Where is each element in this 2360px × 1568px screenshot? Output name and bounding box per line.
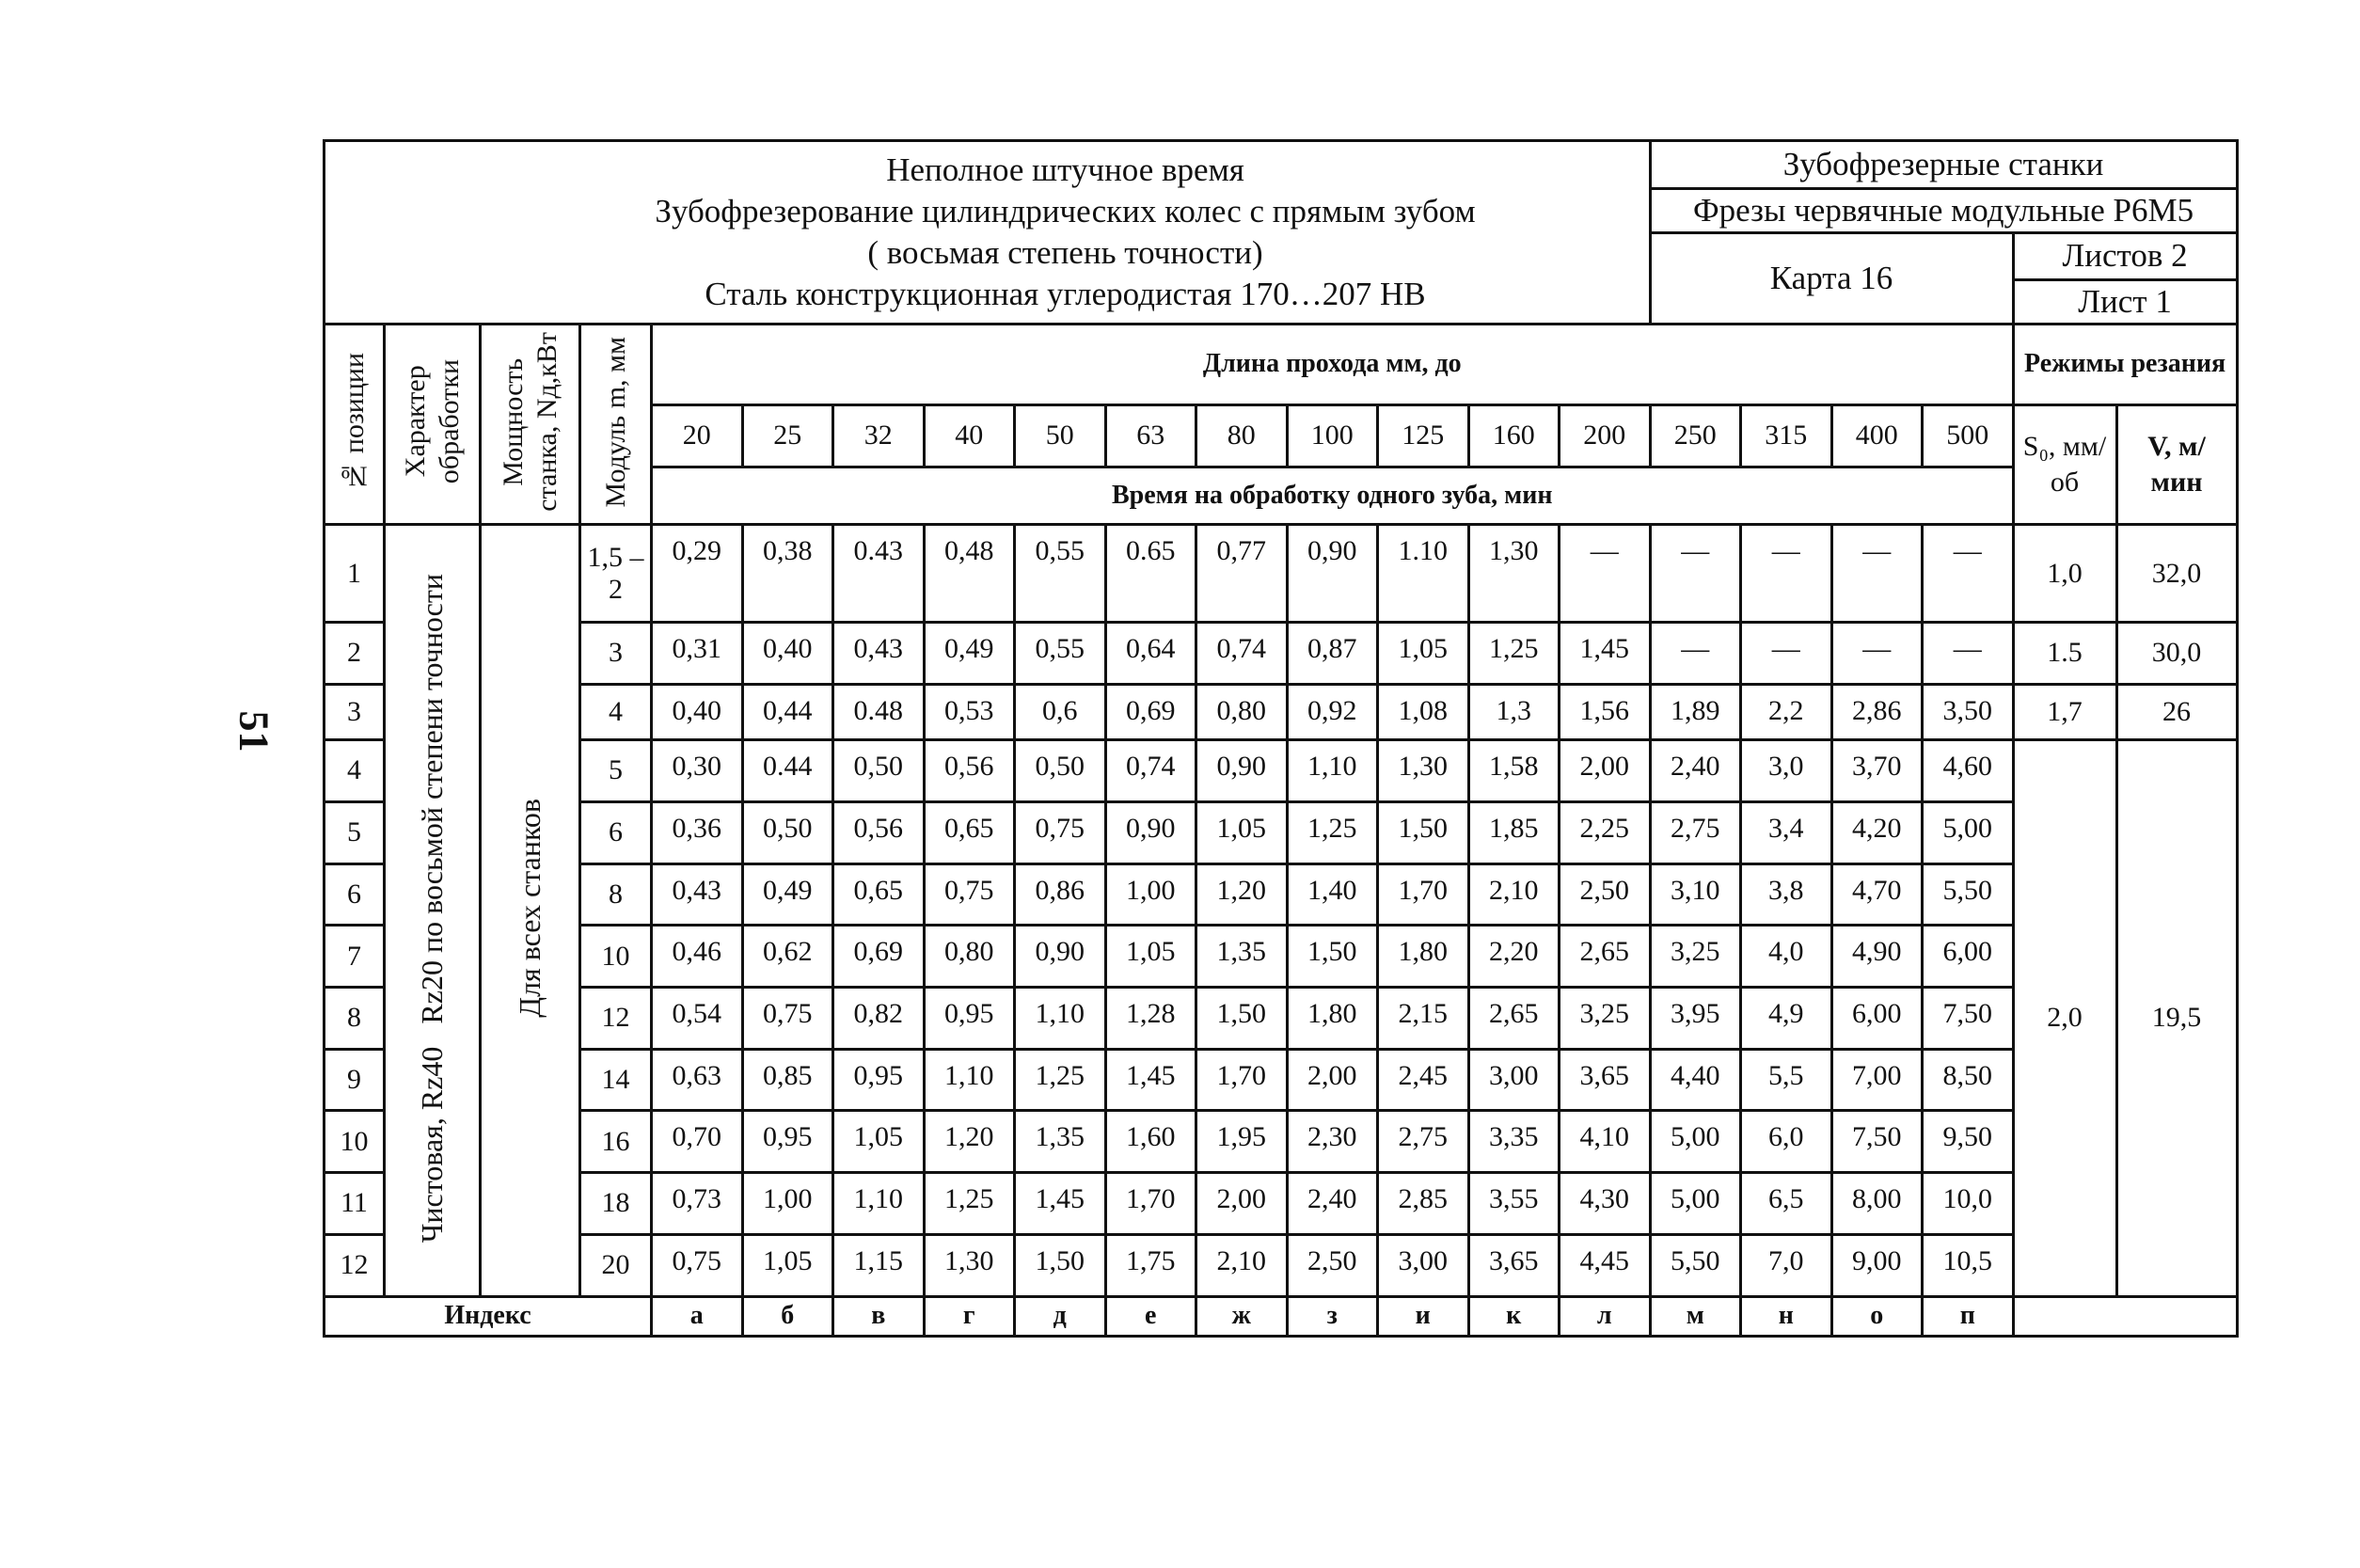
time-value: —	[1923, 525, 2014, 623]
time-value: 2,85	[1378, 1173, 1469, 1235]
time-value: 7,00	[1831, 1049, 1923, 1111]
card-number: Карта 16	[1650, 232, 2013, 325]
time-value: 2,50	[1287, 1234, 1378, 1296]
time-value: 1,10	[833, 1173, 925, 1235]
time-value: 0.48	[833, 684, 925, 739]
processing-character: Чистовая, Rz40 Rz20 по восьмой степени точности	[385, 525, 481, 1296]
table-row	[325, 1173, 2238, 1235]
index-blank	[2013, 1296, 2237, 1336]
time-value: 4,0	[1741, 926, 1832, 988]
index-row	[325, 1296, 2238, 1336]
time-value: —	[1650, 525, 1741, 623]
time-value: 3,65	[1468, 1234, 1560, 1296]
time-value: 2,45	[1378, 1049, 1469, 1111]
module-value: 20	[580, 1234, 652, 1296]
time-value: 1,15	[833, 1234, 925, 1296]
time-value: 0,38	[742, 525, 833, 623]
time-value: 0,62	[742, 926, 833, 988]
norm-table	[323, 139, 2239, 1338]
table-row	[325, 987, 2238, 1049]
time-value: 1,40	[1287, 863, 1378, 926]
col-character: Характер обработки	[385, 325, 481, 525]
time-value: 2,2	[1741, 684, 1832, 739]
position-number: 1	[325, 525, 385, 623]
time-value: 1,35	[1015, 1111, 1106, 1173]
table-row	[325, 801, 2238, 863]
time-value: 8,50	[1923, 1049, 2014, 1111]
time-value: 0,77	[1196, 525, 1288, 623]
index-letter: ж	[1196, 1296, 1288, 1336]
speed-v: 26	[2116, 684, 2237, 739]
time-value: 3,70	[1831, 740, 1923, 802]
length-header: 25	[742, 404, 833, 467]
time-value: 1,00	[1105, 863, 1196, 926]
index-letter: л	[1560, 1296, 1651, 1336]
feed-s0: 1,0	[2013, 525, 2116, 623]
module-value: 16	[580, 1111, 652, 1173]
time-value: 0,55	[1015, 622, 1106, 684]
time-value: 0,74	[1196, 622, 1288, 684]
time-value: 3,95	[1650, 987, 1741, 1049]
time-value: 1,35	[1196, 926, 1288, 988]
time-value: 0,50	[833, 740, 925, 802]
time-value: 1,50	[1378, 801, 1469, 863]
module-value: 12	[580, 987, 652, 1049]
time-value: 1,45	[1560, 622, 1651, 684]
time-value: 1,05	[1105, 926, 1196, 988]
time-value: 0,44	[742, 684, 833, 739]
length-header: 32	[833, 404, 925, 467]
module-value: 1,5 – 2	[580, 525, 652, 623]
position-number: 2	[325, 622, 385, 684]
time-value: 0,64	[1105, 622, 1196, 684]
time-value: 4,30	[1560, 1173, 1651, 1235]
position-number: 7	[325, 926, 385, 988]
time-value: 1,50	[1015, 1234, 1106, 1296]
time-value: 0,56	[833, 801, 925, 863]
time-value: 2,75	[1650, 801, 1741, 863]
time-value: 3,10	[1650, 863, 1741, 926]
time-value: 0.44	[742, 740, 833, 802]
time-value: 0,54	[652, 987, 743, 1049]
time-value: 2,15	[1378, 987, 1469, 1049]
time-value: 0.43	[833, 525, 925, 623]
time-value: —	[1831, 525, 1923, 623]
time-value: 3,50	[1923, 684, 2014, 739]
time-value: 1,08	[1378, 684, 1469, 739]
index-letter: н	[1741, 1296, 1832, 1336]
module-value: 8	[580, 863, 652, 926]
time-value: 10,5	[1923, 1234, 2014, 1296]
time-value: 0,87	[1287, 622, 1378, 684]
table-row	[325, 684, 2238, 739]
time-value: 3,00	[1468, 1049, 1560, 1111]
time-value: 0,43	[652, 863, 743, 926]
time-value: 3,55	[1468, 1173, 1560, 1235]
time-value: 1,70	[1196, 1049, 1288, 1111]
table-row	[325, 863, 2238, 926]
col-module: Модуль m, мм	[580, 325, 652, 525]
norm-card	[323, 139, 2236, 1338]
time-value: 1,85	[1468, 801, 1560, 863]
time-value: 1,80	[1287, 987, 1378, 1049]
machine-type: Зубофрезерные станки	[1650, 141, 2237, 189]
index-letter: д	[1015, 1296, 1106, 1336]
time-value: 0,69	[833, 926, 925, 988]
time-value: 6,00	[1923, 926, 2014, 988]
time-value: 4,40	[1650, 1049, 1741, 1111]
time-value: 2,10	[1196, 1234, 1288, 1296]
time-value: 9,50	[1923, 1111, 2014, 1173]
time-value: 6,00	[1831, 987, 1923, 1049]
time-value: 1,05	[1378, 622, 1469, 684]
time-value: 0,86	[1015, 863, 1106, 926]
time-value: 3,0	[1741, 740, 1832, 802]
title-line-2: Зубофрезерование цилиндрических колес с прямым зубом	[655, 193, 1476, 230]
time-value: 2,65	[1560, 926, 1651, 988]
title-line-3: ( восьмая степень точности)	[867, 234, 1263, 272]
time-value: 1,20	[924, 1111, 1015, 1173]
time-value: 4,70	[1831, 863, 1923, 926]
time-value: 1,25	[1468, 622, 1560, 684]
module-value: 6	[580, 801, 652, 863]
time-value: 1,70	[1105, 1173, 1196, 1235]
time-value: 0,40	[742, 622, 833, 684]
time-value: 1,30	[1378, 740, 1469, 802]
time-value: 1,00	[742, 1173, 833, 1235]
time-value: 0,43	[833, 622, 925, 684]
time-value: 1,50	[1287, 926, 1378, 988]
position-number: 10	[325, 1111, 385, 1173]
table-row	[325, 622, 2238, 684]
time-value: 1,10	[1287, 740, 1378, 802]
time-value: 1,95	[1196, 1111, 1288, 1173]
time-value: 1,10	[1015, 987, 1106, 1049]
position-number: 12	[325, 1234, 385, 1296]
time-value: 1,80	[1378, 926, 1469, 988]
position-number: 3	[325, 684, 385, 739]
feed-s0: 2,0	[2013, 740, 2116, 1297]
time-value: 2,30	[1287, 1111, 1378, 1173]
time-value: 3,4	[1741, 801, 1832, 863]
table-row	[325, 926, 2238, 988]
time-value: —	[1650, 622, 1741, 684]
speed-v: 30,0	[2116, 622, 2237, 684]
time-value: 7,50	[1831, 1111, 1923, 1173]
time-value: 0,65	[924, 801, 1015, 863]
time-value: 2,00	[1287, 1049, 1378, 1111]
time-value: 2,25	[1560, 801, 1651, 863]
time-value: 6,0	[1741, 1111, 1832, 1173]
time-value: 2,65	[1468, 987, 1560, 1049]
data-rows	[325, 525, 2238, 1296]
index-letter: м	[1650, 1296, 1741, 1336]
length-header: 160	[1468, 404, 1560, 467]
time-value: 5,00	[1650, 1173, 1741, 1235]
time-value: 4,45	[1560, 1234, 1651, 1296]
sheet-number: Лист 1	[2013, 280, 2237, 325]
col-pass-length: Длина прохода мм, до	[652, 325, 2014, 405]
table-row	[325, 740, 2238, 802]
time-value: —	[1923, 622, 2014, 684]
length-header: 125	[1378, 404, 1469, 467]
index-label: Индекс	[325, 1296, 652, 1336]
time-value: 2,20	[1468, 926, 1560, 988]
tool-type: Фрезы червячные модульные Р6М5	[1650, 188, 2237, 232]
time-value: 1,50	[1196, 987, 1288, 1049]
time-value: 0,50	[742, 801, 833, 863]
time-value: 1,45	[1015, 1173, 1106, 1235]
time-value: 1,05	[833, 1111, 925, 1173]
index-letter: е	[1105, 1296, 1196, 1336]
speed-v: 19,5	[2116, 740, 2237, 1297]
time-value: —	[1741, 622, 1832, 684]
feed-s0: 1,7	[2013, 684, 2116, 739]
time-value: 3,25	[1650, 926, 1741, 988]
time-value: 0,56	[924, 740, 1015, 802]
time-value: 0,95	[924, 987, 1015, 1049]
time-value: 0,29	[652, 525, 743, 623]
time-value: 0,31	[652, 622, 743, 684]
time-value: 4,90	[1831, 926, 1923, 988]
time-value: 0,73	[652, 1173, 743, 1235]
time-value: 8,00	[1831, 1173, 1923, 1235]
col-power: Мощность станка, Nд,кВт	[481, 325, 580, 525]
time-value: 0,48	[924, 525, 1015, 623]
time-value: 0,63	[652, 1049, 743, 1111]
time-value: 7,0	[1741, 1234, 1832, 1296]
time-value: 4,9	[1741, 987, 1832, 1049]
position-number: 11	[325, 1173, 385, 1235]
time-value: 0,80	[924, 926, 1015, 988]
time-value: 0,75	[1015, 801, 1106, 863]
time-value: 0,75	[742, 987, 833, 1049]
machine-power: Для всех станков	[481, 525, 580, 1296]
index-letter: б	[742, 1296, 833, 1336]
time-value: 1,20	[1196, 863, 1288, 926]
time-value: 0,95	[833, 1049, 925, 1111]
feed-s0: 1.5	[2013, 622, 2116, 684]
position-number: 8	[325, 987, 385, 1049]
length-header: 200	[1560, 404, 1651, 467]
length-header: 80	[1196, 404, 1288, 467]
time-value: 1,75	[1105, 1234, 1196, 1296]
length-header: 400	[1831, 404, 1923, 467]
position-number: 4	[325, 740, 385, 802]
time-value: 1,60	[1105, 1111, 1196, 1173]
module-value: 14	[580, 1049, 652, 1111]
module-value: 18	[580, 1173, 652, 1235]
time-value: 0,92	[1287, 684, 1378, 739]
time-value: 5,5	[1741, 1049, 1832, 1111]
table-row	[325, 525, 2238, 623]
length-header: 50	[1015, 404, 1106, 467]
time-value: 5,50	[1650, 1234, 1741, 1296]
time-value: 4,10	[1560, 1111, 1651, 1173]
time-value: 0,69	[1105, 684, 1196, 739]
index-letter: г	[924, 1296, 1015, 1336]
time-value: —	[1560, 525, 1651, 623]
speed-v: 32,0	[2116, 525, 2237, 623]
title-line-1: Неполное штучное время	[886, 151, 1244, 189]
time-value: 0,53	[924, 684, 1015, 739]
time-value: 0,30	[652, 740, 743, 802]
index-letter: и	[1378, 1296, 1469, 1336]
col-time-per-tooth: Время на обработку одного зуба, мин	[652, 467, 2014, 525]
time-value: 0,85	[742, 1049, 833, 1111]
time-value: 0,80	[1196, 684, 1288, 739]
module-value: 5	[580, 740, 652, 802]
time-value: 0,65	[833, 863, 925, 926]
time-value: 0,75	[652, 1234, 743, 1296]
table-row	[325, 1049, 2238, 1111]
time-value: 1,28	[1105, 987, 1196, 1049]
time-value: 2,40	[1650, 740, 1741, 802]
module-value: 4	[580, 684, 652, 739]
time-value: 1,25	[924, 1173, 1015, 1235]
time-value: 2,00	[1560, 740, 1651, 802]
time-value: 1,25	[1287, 801, 1378, 863]
time-value: —	[1741, 525, 1832, 623]
time-value: 1,58	[1468, 740, 1560, 802]
time-value: 0,49	[924, 622, 1015, 684]
position-number: 5	[325, 801, 385, 863]
time-value: 4,20	[1831, 801, 1923, 863]
time-value: 1,89	[1650, 684, 1741, 739]
length-header: 500	[1923, 404, 2014, 467]
time-value: 9,00	[1831, 1234, 1923, 1296]
time-value: 1,30	[1468, 525, 1560, 623]
time-value: 1,10	[924, 1049, 1015, 1111]
time-value: 0,90	[1196, 740, 1288, 802]
time-value: 2,86	[1831, 684, 1923, 739]
time-value: 0,55	[1015, 525, 1106, 623]
time-value: 0,75	[924, 863, 1015, 926]
col-v: V, м/мин	[2116, 404, 2237, 524]
time-value: 0,49	[742, 863, 833, 926]
time-value: 2,75	[1378, 1111, 1469, 1173]
time-value: 5,00	[1650, 1111, 1741, 1173]
time-value: 1,30	[924, 1234, 1015, 1296]
time-value: 1,3	[1468, 684, 1560, 739]
time-value: 0.65	[1105, 525, 1196, 623]
time-value: 7,50	[1923, 987, 2014, 1049]
index-letter: в	[833, 1296, 925, 1336]
table-row	[325, 1111, 2238, 1173]
page-number: 51	[230, 710, 277, 752]
title-block	[652, 141, 1651, 325]
table-row	[325, 1234, 2238, 1296]
index-letter: а	[652, 1296, 743, 1336]
module-value: 10	[580, 926, 652, 988]
length-header: 63	[1105, 404, 1196, 467]
time-value: 2,00	[1196, 1173, 1288, 1235]
length-header: 250	[1650, 404, 1741, 467]
col-modes: Режимы резания	[2013, 325, 2237, 405]
time-value: 3,65	[1560, 1049, 1651, 1111]
time-value: —	[1831, 622, 1923, 684]
time-value: 3,35	[1468, 1111, 1560, 1173]
time-value: 0,40	[652, 684, 743, 739]
time-value: 3,25	[1560, 987, 1651, 1049]
time-value: 1,70	[1378, 863, 1469, 926]
time-value: 6,5	[1741, 1173, 1832, 1235]
length-header: 315	[1741, 404, 1832, 467]
time-value: 2,50	[1560, 863, 1651, 926]
time-value: 0,70	[652, 1111, 743, 1173]
module-value: 3	[580, 622, 652, 684]
index-letter: о	[1831, 1296, 1923, 1336]
time-value: 0,95	[742, 1111, 833, 1173]
col-position: № позиции	[325, 325, 385, 525]
index-letter: к	[1468, 1296, 1560, 1336]
time-value: 1,05	[1196, 801, 1288, 863]
time-value: 0,50	[1015, 740, 1106, 802]
sheets-total: Листов 2	[2013, 232, 2237, 280]
time-value: 2,10	[1468, 863, 1560, 926]
length-header: 100	[1287, 404, 1378, 467]
time-value: 3,00	[1378, 1234, 1469, 1296]
time-value: 0,90	[1287, 525, 1378, 623]
time-value: 0,36	[652, 801, 743, 863]
time-value: 1,45	[1105, 1049, 1196, 1111]
time-value: 0,6	[1015, 684, 1106, 739]
time-value: 0,46	[652, 926, 743, 988]
time-value: 0,90	[1105, 801, 1196, 863]
time-value: 3,8	[1741, 863, 1832, 926]
index-letter: з	[1287, 1296, 1378, 1336]
time-value: 4,60	[1923, 740, 2014, 802]
position-number: 9	[325, 1049, 385, 1111]
time-value: 1,25	[1015, 1049, 1106, 1111]
time-value: 10,0	[1923, 1173, 2014, 1235]
time-value: 2,40	[1287, 1173, 1378, 1235]
time-value: 1,05	[742, 1234, 833, 1296]
time-value: 0,90	[1015, 926, 1106, 988]
time-value: 0,74	[1105, 740, 1196, 802]
length-header: 20	[652, 404, 743, 467]
time-value: 0,82	[833, 987, 925, 1049]
time-value: 5,00	[1923, 801, 2014, 863]
col-s0: S₀, мм/об	[2013, 404, 2116, 524]
index-letter: п	[1923, 1296, 2014, 1336]
position-number: 6	[325, 863, 385, 926]
time-value: 5,50	[1923, 863, 2014, 926]
time-value: 1.10	[1378, 525, 1469, 623]
time-value: 1,56	[1560, 684, 1651, 739]
length-header: 40	[924, 404, 1015, 467]
title-line-4: Сталь конструкционная углеродистая 170…207 НВ	[705, 276, 1426, 313]
